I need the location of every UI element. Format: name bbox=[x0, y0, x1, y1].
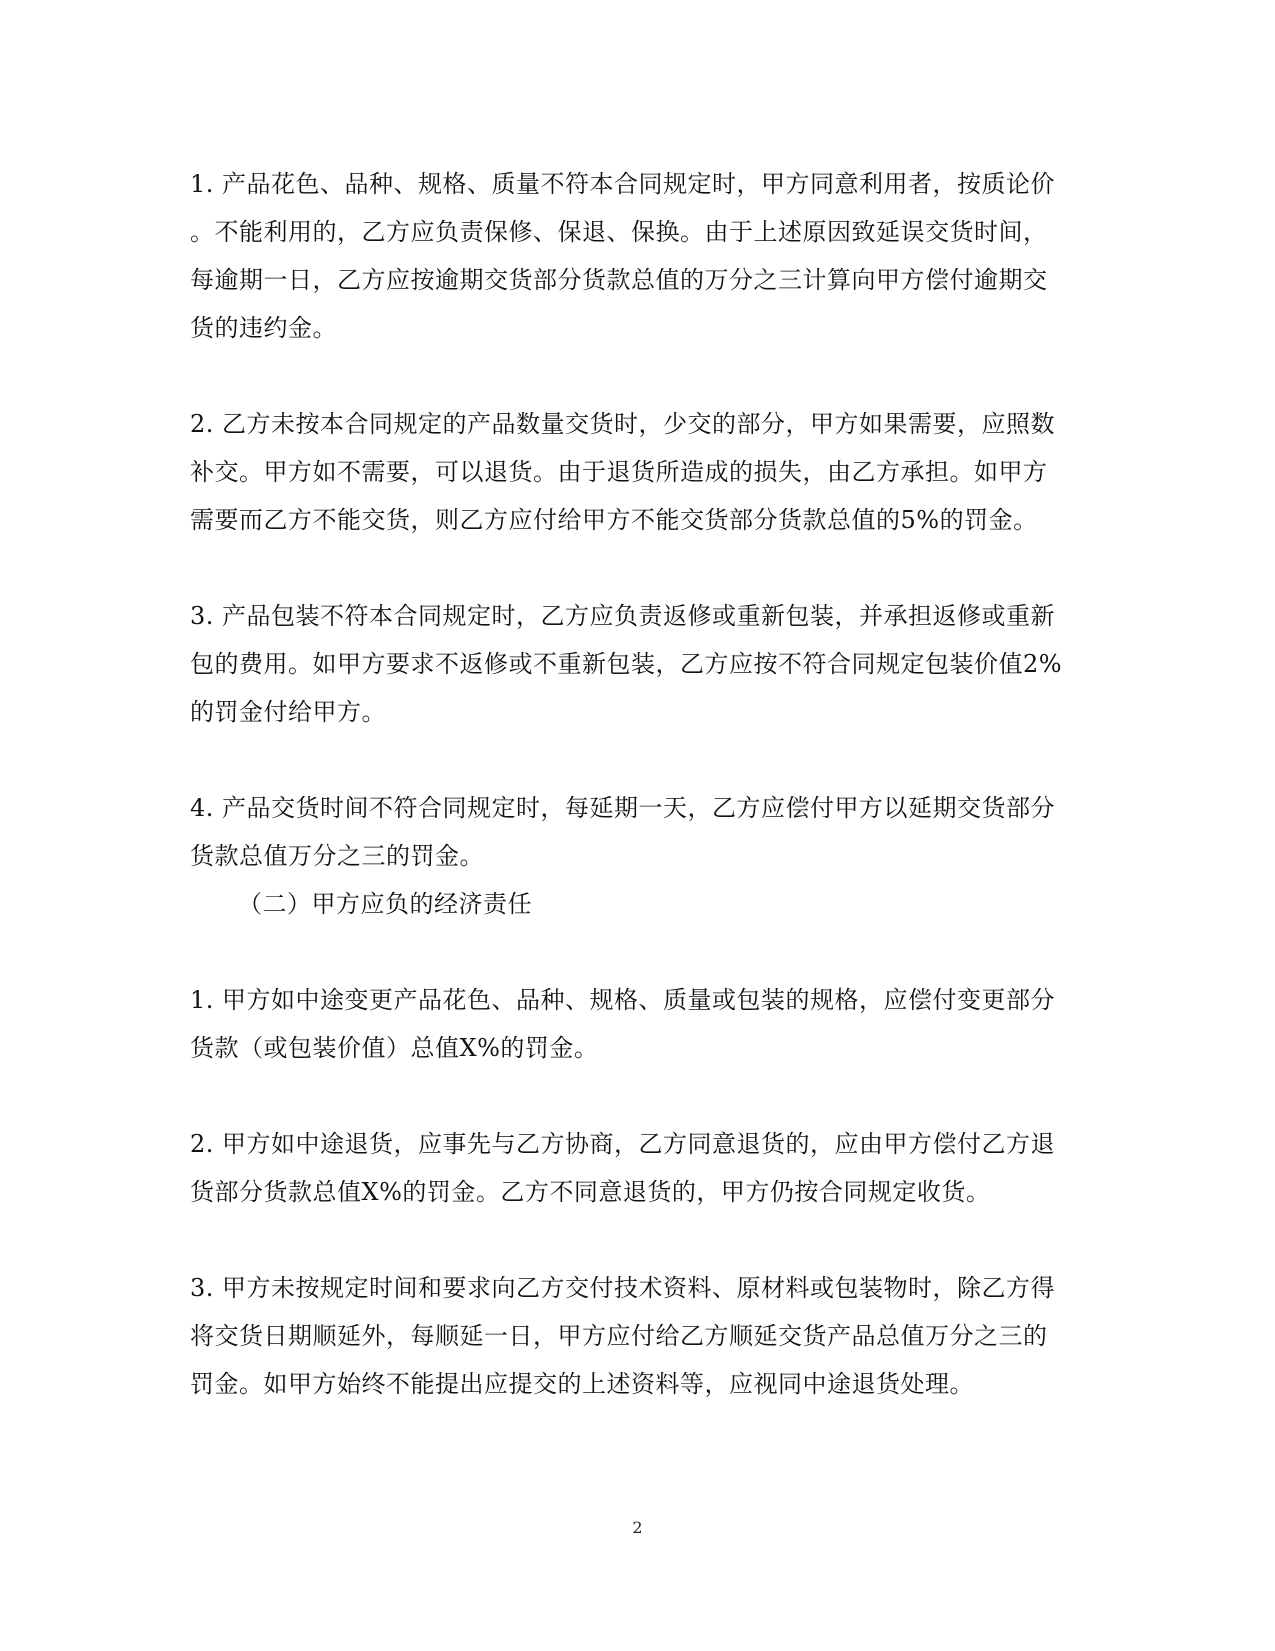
text-line: 2. 甲方如中途退货，应事先与乙方协商，乙方同意退货的，应由甲方偿付乙方退 bbox=[190, 1130, 1056, 1158]
page-number: 2 bbox=[632, 1518, 643, 1537]
text-line: 货款（或包装价值）总值X%的罚金。 bbox=[190, 1034, 599, 1062]
buyer-clause-2 bbox=[190, 1120, 1070, 1216]
seller-clause-4 bbox=[190, 784, 1070, 880]
paragraph-spacer bbox=[190, 736, 1070, 784]
text-line: 4. 产品交货时间不符合同规定时，每延期一天，乙方应偿付甲方以延期交货部分 bbox=[190, 794, 1056, 822]
text-line: 货款总值万分之三的罚金。 bbox=[190, 842, 484, 870]
seller-clause-2 bbox=[190, 400, 1070, 544]
text-line: 包的费用。如甲方要求不返修或不重新包装，乙方应按不符合同规定包装价值2% bbox=[190, 650, 1063, 678]
text-line: 1. 甲方如中途变更产品花色、品种、规格、质量或包装的规格，应偿付变更部分 bbox=[190, 986, 1056, 1014]
text-line: 3. 产品包装不符本合同规定时，乙方应负责返修或重新包装，并承担返修或重新 bbox=[190, 602, 1056, 630]
text-line: 货部分货款总值X%的罚金。乙方不同意退货的，甲方仍按合同规定收货。 bbox=[190, 1178, 991, 1206]
buyer-clause-1 bbox=[190, 976, 1070, 1072]
text-line: 补交。甲方如不需要，可以退货。由于退货所造成的损失，由乙方承担。如甲方 bbox=[190, 458, 1048, 486]
section-heading: （二）甲方应负的经济责任 bbox=[238, 890, 532, 918]
text-line: 每逾期一日，乙方应按逾期交货部分货款总值的万分之三计算向甲方偿付逾期交 bbox=[190, 266, 1048, 294]
seller-clause-3 bbox=[190, 592, 1070, 736]
text-line: 需要而乙方不能交货，则乙方应付给甲方不能交货部分货款总值的5%的罚金。 bbox=[190, 506, 1038, 534]
text-line: 罚金。如甲方始终不能提出应提交的上述资料等，应视同中途退货处理。 bbox=[190, 1370, 974, 1398]
text-line: 将交货日期顺延外，每顺延一日，甲方应付给乙方顺延交货产品总值万分之三的 bbox=[190, 1322, 1048, 1350]
text-line: 2. 乙方未按本合同规定的产品数量交货时，少交的部分，甲方如果需要，应照数 bbox=[190, 410, 1056, 438]
text-line: 1. 产品花色、品种、规格、质量不符本合同规定时，甲方同意利用者，按质论价 bbox=[190, 170, 1056, 198]
text-line: 货的违约金。 bbox=[190, 314, 337, 342]
text-line: 。不能利用的，乙方应负责保修、保退、保换。由于上述原因致延误交货时间， bbox=[190, 218, 1048, 246]
paragraph-spacer bbox=[190, 1072, 1070, 1120]
paragraph-spacer bbox=[190, 1216, 1070, 1264]
paragraph-spacer bbox=[190, 928, 1070, 976]
buyer-clause-3 bbox=[190, 1264, 1070, 1408]
paragraph-spacer bbox=[190, 544, 1070, 592]
seller-clause-1 bbox=[190, 160, 1070, 352]
paragraph-spacer bbox=[190, 352, 1070, 400]
text-line: 的罚金付给甲方。 bbox=[190, 698, 386, 726]
document-body bbox=[190, 160, 1070, 1408]
text-line: 3. 甲方未按规定时间和要求向乙方交付技术资料、原材料或包装物时，除乙方得 bbox=[190, 1274, 1056, 1302]
